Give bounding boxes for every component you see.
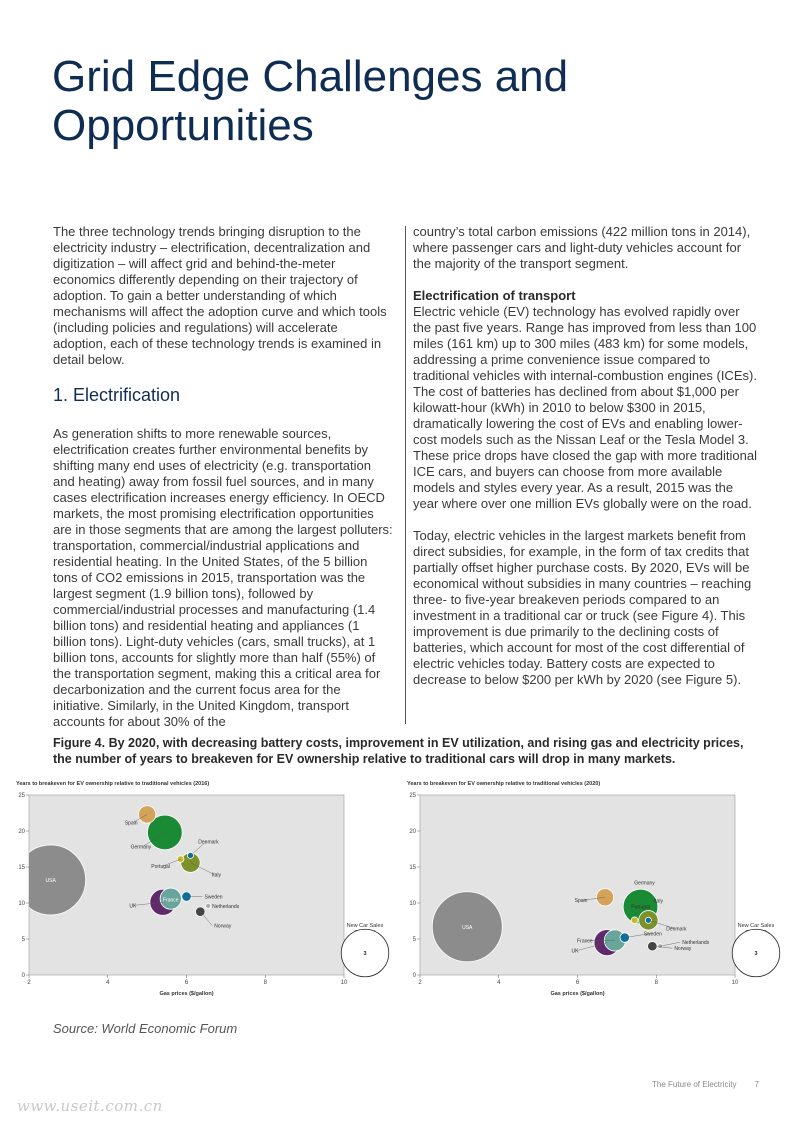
page-title: Grid Edge Challenges and Opportunities: [52, 52, 569, 150]
point-label-spain: Spain: [124, 820, 138, 827]
point-label-italy: Italy: [653, 898, 663, 905]
bubble-spain: [596, 889, 613, 906]
legend-value: 3: [363, 951, 367, 957]
bubble-netherlands: [206, 903, 211, 908]
y-tick-label: 0: [412, 973, 416, 979]
legend-title: New Car Sales: [346, 923, 384, 929]
left-column: [53, 224, 393, 746]
point-label-netherlands: Netherlands: [212, 903, 240, 910]
y-tick-label: 10: [18, 901, 25, 907]
point-label-norway: Norway: [674, 946, 692, 953]
point-label-netherlands: Netherlands: [682, 940, 710, 947]
y-tick-label: 10: [409, 901, 416, 907]
point-label-italy: Italy: [211, 872, 222, 879]
x-axis-label: Gas prices ($/gallon): [550, 991, 605, 997]
intro-paragraph: The three technology trends bringing disruption to the electricity industry – electrification, decentralization and digitization – will affect grid and behind-the-meter economics differently depending on their trajectory of adoption. To gain a better understanding of which mechanisms will affect the adoption curve and which tools (including policies and regulations) will accelerate adoption, each of these technology trends is examined in detail below.: [53, 224, 387, 367]
chart-2020: [405, 777, 785, 1002]
y-tick-label: 15: [18, 865, 25, 871]
bubble-netherlands: [658, 944, 663, 949]
y-tick-label: 5: [21, 937, 25, 943]
right-column: [413, 224, 758, 704]
y-tick-label: 25: [409, 793, 416, 799]
chart-svg: [405, 777, 785, 1002]
chart-title: Years to breakeven for EV ownership relative to traditional vehicles (2016): [16, 781, 210, 787]
y-tick-label: 20: [18, 829, 25, 835]
x-tick-label: 10: [731, 980, 739, 986]
legend-title: New Car Sales: [737, 923, 775, 929]
point-label-france: France: [162, 897, 179, 904]
point-label-france: France: [577, 938, 593, 945]
page-footer: [652, 1080, 759, 1089]
electrification-paragraph: As generation shifts to more renewable sources, electrification creates further environmental benefits by shifting many end uses of electricity (e.g. transportation and heating) away from fossil fuel sources, and in many cases electrification increases energy efficiency. In OECD markets, the most promising electrification opportunities are in those segments that are among the largest polluters: transportation, commercial/industrial applications and residential heating. In the United States, of the 5 billion tons of CO2 emissions in 2015, transportation was the largest segment (1.9 billion tons), followed by commercial/industrial processes and manufacturing (1.4 billion tons) and residential heating and appliances (1 billion tons). Light-duty vehicles (cars, small trucks), at 1 billion tons, accounts for slightly more than half (55%) of the transportation segment, making this a critical area for decarbonization and the current focus area for the initiative. Similarly, in the United Kingdom, transport accounts for about 30% of the: [53, 426, 393, 729]
x-tick-label: 4: [497, 980, 501, 986]
point-label-sweden: Sweden: [643, 931, 662, 938]
watermark: www.useit.com.cn: [17, 1097, 163, 1115]
point-label-denmark: Denmark: [666, 926, 687, 933]
point-label-norway: Norway: [214, 923, 232, 930]
x-tick-label: 4: [106, 980, 110, 986]
column-divider: [405, 226, 406, 724]
chart-svg: [14, 777, 394, 1002]
x-tick-label: 2: [418, 980, 422, 986]
footer-text: The Future of Electricity: [652, 1080, 737, 1089]
x-tick-label: 8: [654, 980, 658, 986]
y-tick-label: 15: [409, 865, 416, 871]
x-axis-label: Gas prices ($/gallon): [159, 991, 214, 997]
figure-source: Source: World Economic Forum: [53, 1021, 238, 1036]
bubble-portugal: [177, 856, 184, 863]
x-tick-label: 8: [263, 980, 267, 986]
section-heading: 1. Electrification: [53, 385, 181, 405]
continuation-paragraph: country’s total carbon emissions (422 million tons in 2014), where passenger cars and light-duty vehicles account for the majority of the transport segment.: [413, 224, 751, 271]
ev-paragraph-1: Electric vehicle (EV) technology has evolved rapidly over the past five years. Range has improved from less than 100 miles (161 km) up to 300 miles (483 km) for some models, addressing a prime convenience issue compared to traditional vehicles with internal-combustion engines (ICEs). The cost of batteries has declined from about $1,000 per kilowatt-hour (kWh) in 2010 to below $300 in 2015, dramatically lowering the cost of EVs and enabling lower-cost models such as the Nissan Leaf or the Tesla Model 3. These price drops have closed the gap with more traditional ICE cars, and buyers can choose from more available models and styles every year. As a result, 2015 was the year where over one million EVs globally were on the road.: [413, 304, 757, 511]
figure-caption: Figure 4. By 2020, with decreasing battery costs, improvement in EV utilization, and rising gas and electricity prices, the number of years to breakeven for EV ownership relative to traditional cars will drop in many markets.: [53, 736, 744, 766]
ev-paragraph-2: Today, electric vehicles in the largest markets benefit from direct subsidies, for example, in the form of tax credits that partially offset higher purchase costs. By 2020, EVs will be economical without subsidies in many countries – reaching three- to five-year breakeven periods compared to an investment in a traditional car or truck (see Figure 4). This improvement is due primarily to the declining costs of batteries, which account for most of the cost differential of electric vehicles today. Battery costs are expected to decrease to below $200 per kWh by 2020 (see Figure 5).: [413, 528, 752, 687]
x-tick-label: 2: [27, 980, 31, 986]
x-tick-label: 6: [575, 980, 580, 986]
page-number: 7: [754, 1080, 759, 1089]
chart-2016: [14, 777, 394, 1002]
point-label-uk: UK: [129, 903, 137, 910]
x-tick-label: 6: [184, 980, 189, 986]
point-label-uk: UK: [571, 948, 579, 955]
point-label-usa: USA: [45, 877, 56, 884]
y-tick-label: 0: [21, 973, 25, 979]
point-label-portugal: Portugal: [151, 864, 170, 871]
y-tick-label: 20: [409, 829, 416, 835]
x-tick-label: 10: [340, 980, 348, 986]
point-label-germany: Germany: [634, 880, 655, 887]
point-label-portugal: Portugal: [631, 904, 650, 911]
point-label-spain: Spain: [574, 898, 588, 905]
chart-title: Years to breakeven for EV ownership relative to traditional vehicles (2020): [407, 781, 601, 787]
point-label-germany: Germany: [130, 844, 152, 851]
point-label-sweden: Sweden: [204, 894, 223, 901]
y-tick-label: 5: [412, 937, 416, 943]
point-label-denmark: Denmark: [198, 839, 219, 846]
legend-value: 3: [754, 951, 758, 957]
point-label-usa: USA: [462, 924, 473, 931]
subheading: Electrification of transport: [413, 288, 576, 303]
y-tick-label: 25: [18, 793, 25, 799]
bubble-portugal: [631, 917, 638, 924]
